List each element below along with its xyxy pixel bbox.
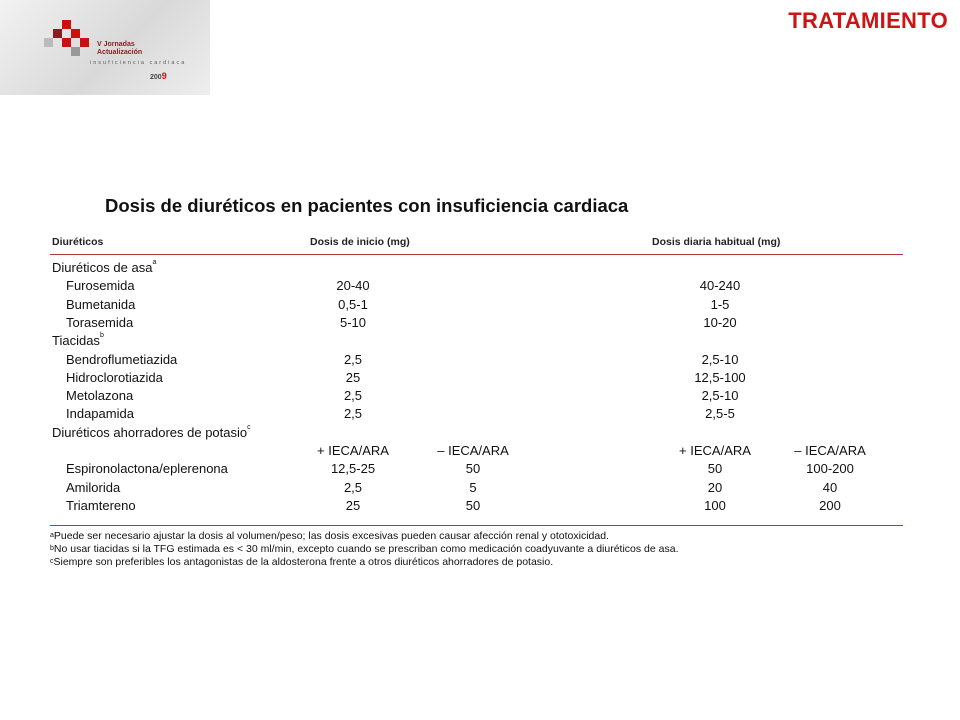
table-row: [50, 387, 903, 405]
dose-cell: 5: [469, 479, 477, 495]
dose-cell: 25: [345, 497, 361, 513]
footnote-mark: b: [99, 332, 104, 340]
start-dose: 25: [345, 369, 361, 385]
table-row: [50, 497, 903, 515]
daily-dose: 40-240: [699, 278, 741, 294]
footer-rule: [50, 525, 903, 526]
footnote: $^c$Siempre son preferibles los antagonistas de la aldosterona frente a otros diuréticos ahorradores de potasio.: [50, 556, 554, 568]
subheader-cell: + IECA/ARA: [679, 443, 751, 458]
column-header-daily: Dosis diaria habitual (mg): [652, 236, 781, 248]
table-row: [50, 460, 903, 478]
table-row: [50, 296, 903, 314]
dose-cell: 40: [822, 479, 838, 495]
column-header-start: Dosis de inicio (mg): [310, 236, 410, 248]
daily-dose: 10-20: [703, 314, 737, 330]
dose-cell: 200: [819, 497, 841, 513]
daily-dose: 2,5-10: [701, 351, 739, 367]
dose-cell: 100: [704, 497, 726, 513]
start-dose: 2,5: [343, 388, 363, 404]
logo-squares-icon: [18, 18, 98, 62]
dose-table: [50, 232, 903, 526]
group-label: Tiacidas$^b$: [52, 332, 104, 349]
logo-subtitle: insuficiencia cardiaca: [90, 60, 187, 66]
column-header-name: Diuréticos: [52, 236, 104, 248]
logo-line-2: Actualización: [97, 49, 143, 56]
logo-line-1: V Jornadas: [97, 41, 135, 48]
dose-cell: 50: [465, 497, 481, 513]
table-row: [50, 369, 903, 387]
daily-dose: 1-5: [710, 296, 730, 312]
footnote: $^a$Puede ser necesario ajustar la dosis al volumen/peso; las dosis excesivas pueden causar afección renal y ototoxicidad.: [50, 530, 609, 542]
group-row: [50, 332, 903, 350]
start-dose: 2,5: [343, 406, 363, 422]
footnote-mark: c: [247, 423, 251, 431]
table-title: Dosis de diuréticos en pacientes con insuficiencia cardiaca: [105, 195, 629, 216]
dose-cell: 50: [465, 461, 481, 477]
start-dose: 5-10: [339, 314, 367, 330]
footnote-mark: a: [50, 532, 54, 539]
subheader-row: [50, 442, 903, 460]
daily-dose: 2,5-10: [701, 388, 739, 404]
drug-name: Torasemida: [66, 314, 134, 330]
daily-dose: 2,5-5: [705, 406, 735, 422]
dose-cell: 12,5-25: [330, 461, 376, 477]
dose-cell: 100-200: [806, 461, 854, 477]
table-body: [50, 255, 903, 525]
drug-name: Triamtereno: [66, 497, 136, 513]
table-header: [50, 232, 903, 254]
dose-cell: 20: [707, 479, 723, 495]
event-logo: [0, 0, 210, 95]
table-row: [50, 314, 903, 332]
footnotes: [50, 530, 910, 569]
drug-name: Indapamida: [66, 406, 134, 422]
logo-year: 2009: [150, 71, 167, 81]
table-row: [50, 277, 903, 295]
table-row: [50, 351, 903, 369]
table-row: [50, 479, 903, 497]
drug-name: Bendroflumetiazida: [66, 351, 178, 367]
dose-cell: 50: [707, 461, 723, 477]
subheader-cell: – IECA/ARA: [437, 443, 509, 458]
start-dose: 20-40: [336, 278, 370, 294]
subheader-cell: + IECA/ARA: [317, 443, 389, 458]
group-label: Diuréticos ahorradores de potasio$^c$: [52, 423, 251, 440]
start-dose: 2,5: [343, 351, 363, 367]
footnote: $^b$No usar tiacidas si la TFG estimada es < 30 ml/min, excepto cuando se prescriban como medicación coadyuvante a diuréticos de asa.: [50, 543, 679, 555]
table-row: [50, 405, 903, 423]
group-row: [50, 259, 903, 277]
footnote-mark: b: [50, 545, 54, 552]
section-title: TRATAMIENTO: [788, 8, 948, 33]
drug-name: Espironolactona/eplerenona: [66, 461, 228, 477]
group-label: Diuréticos de asa$^a$: [52, 259, 157, 275]
drug-name: Furosemida: [66, 278, 135, 294]
dose-cell: 2,5: [343, 479, 363, 495]
subheader-cell: – IECA/ARA: [794, 443, 866, 458]
start-dose: 0,5-1: [338, 296, 368, 312]
drug-name: Metolazona: [66, 388, 134, 404]
daily-dose: 12,5-100: [694, 369, 746, 385]
footnote-mark: c: [50, 558, 54, 565]
drug-name: Hidroclorotiazida: [66, 369, 163, 385]
drug-name: Bumetanida: [66, 296, 136, 312]
group-row: [50, 424, 903, 442]
drug-name: Amilorida: [66, 479, 121, 495]
footnote-mark: a: [152, 259, 157, 266]
